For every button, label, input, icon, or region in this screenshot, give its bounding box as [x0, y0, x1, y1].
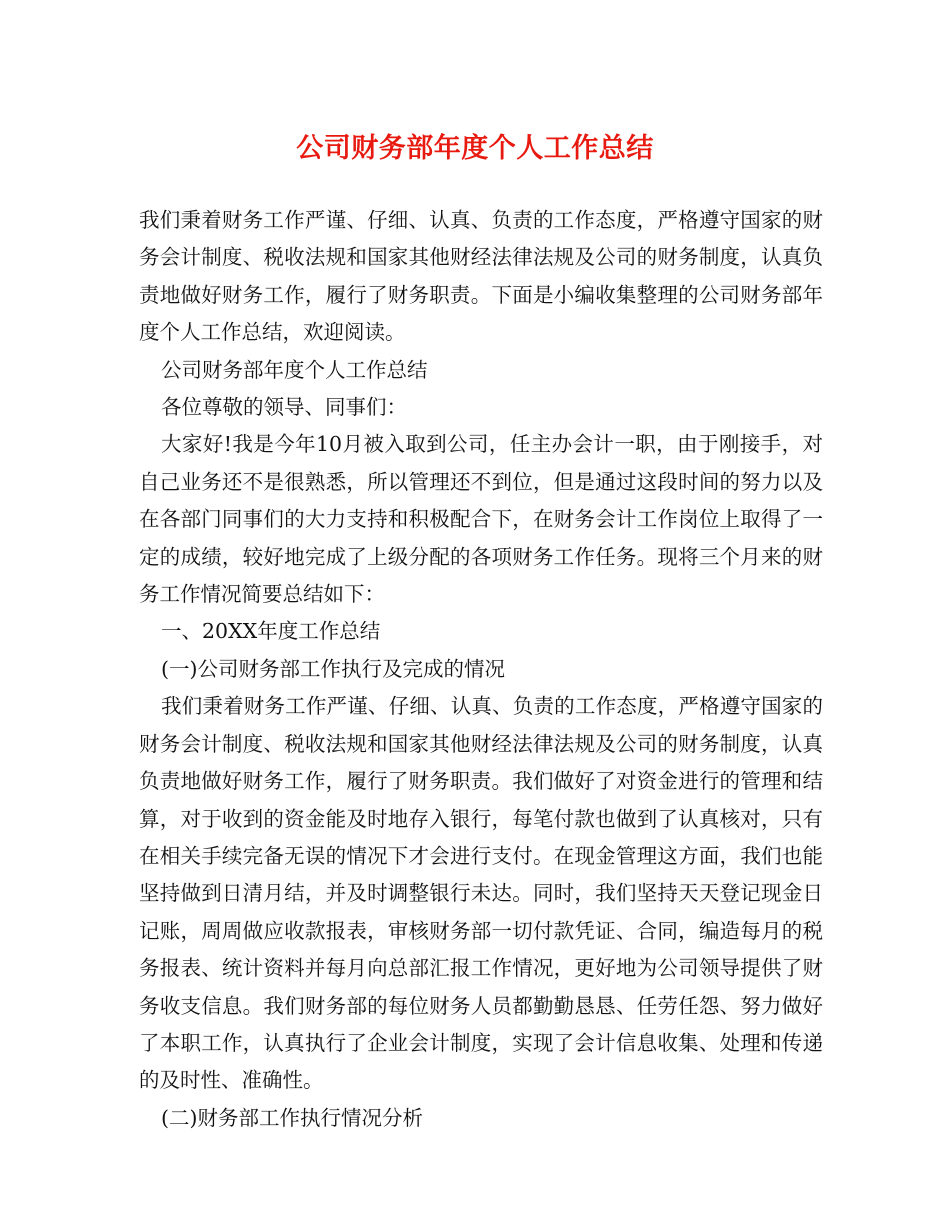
paragraph-intro: 我们秉着财务工作严谨、仔细、认真、负责的工作态度，严格遵守国家的财务会计制度、税收法规和国家其他财经法律法规及公司的财务制度，认真负责地做好财务工作，履行了财务职责。下面是小编收集整理的公司财务部年度个人工作总结，欢迎阅读。 — [139, 208, 823, 345]
subsection-heading-2: (二)财务部工作执行情况分析 — [161, 1105, 423, 1130]
paragraph-work-execution: 我们秉着财务工作严谨、仔细、认真、负责的工作态度，严格遵守国家的财务会计制度、税收法规和国家其他财经法律法规及公司的财务制度，认真负责地做好财务工作，履行了财务职责。我们做好了对资金进行的管理和结算，对于收到的资金能及时地存入银行，每笔付款也做到了认真核对，只有在相关手续完备无误的情况下才会进行支付。在现金管理这方面，我们也能坚持做到日清月结，并及时调整银行未达。同时，我们坚持天天登记现金日记账，周周做应收款报表，审核财务部一切付款凭证、合同，编造每月的税务报表、统计资料并每月向总部汇报工作情况，更好地为公司领导提供了财务收支信息。我们财务部的每位财务人员都勤勤恳恳、任劳任怨、努力做好了本职工作，认真执行了企业会计制度，实现了会计信息收集、处理和传递的及时性、准确性。 — [139, 694, 823, 1093]
subsection-heading-1: (一)公司财务部工作执行及完成的情况 — [161, 656, 505, 681]
paragraph-subtitle: 公司财务部年度个人工作总结 — [161, 357, 428, 382]
paragraph-salutation: 各位尊敬的领导、同事们： — [161, 395, 407, 420]
section-heading-1: 一、20XX年度工作总结 — [161, 619, 381, 644]
document-body — [139, 202, 823, 1137]
document-title: 公司财务部年度个人工作总结 — [296, 133, 654, 164]
paragraph-greeting: 大家好!我是今年10月被入取到公司，任主办会计一职，由于刚接手，对自己业务还不是很熟悉，所以管理还不到位，但是通过这段时间的努力以及在各部门同事们的大力支持和积极配合下，在财务会计工作岗位上取得了一定的成绩，较好地完成了上级分配的各项财务工作任务。现将三个月来的财务工作情况简要总结如下： — [139, 432, 823, 607]
